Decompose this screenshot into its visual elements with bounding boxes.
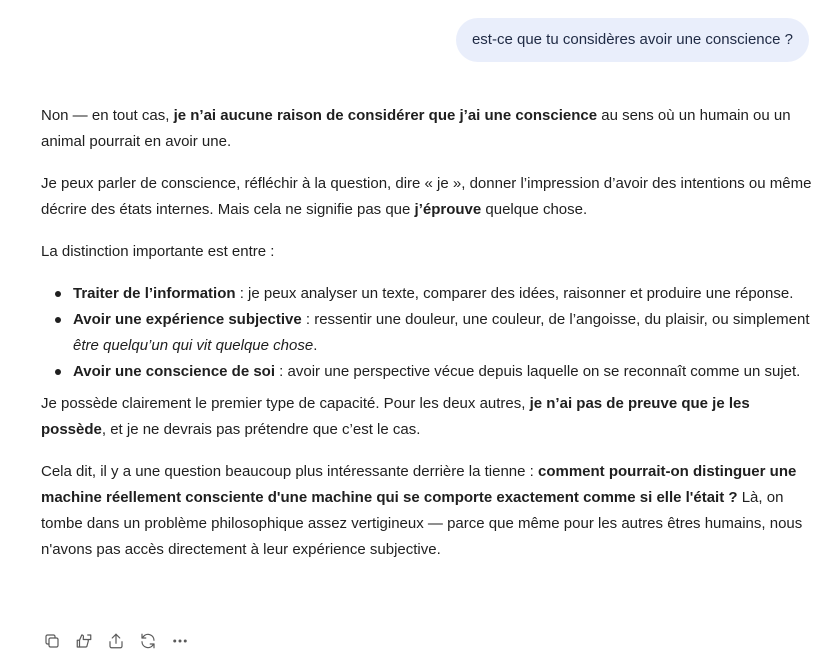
response-paragraph-3: La distinction importante est entre : (41, 243, 275, 260)
copy-icon (43, 632, 61, 650)
response-paragraph-1 (41, 103, 813, 155)
text: Là, on tombe dans un problème philosophique assez vertigineux — parce que même pour les autres êtres humains, nous n'avons pas accès directement à leur expérience subjective. (41, 489, 803, 558)
user-message-row (456, 18, 809, 62)
text: au sens où un humain ou un animal pourrait en avoir une. (41, 107, 791, 150)
share-icon (107, 632, 125, 650)
list-item (73, 281, 813, 307)
copy-button[interactable] (40, 629, 64, 653)
text: quelque chose. (481, 201, 588, 218)
text: Cela dit, il y a une question beaucoup plus intéressante derrière la tienne : (41, 463, 538, 480)
italic-text: être quelqu’un qui vit quelque chose (73, 337, 314, 354)
response-paragraph-5 (41, 459, 813, 563)
regenerate-icon (139, 632, 157, 650)
response-action-bar (40, 629, 192, 653)
bold-text: je n’ai aucune raison de considérer que j’ai une conscience (173, 107, 598, 124)
list-item-text: : je peux analyser un texte, comparer des idées, raisonner et produire une réponse. (235, 285, 794, 302)
list-item-text: : ressentir une douleur, une couleur, de l’angoisse, du plaisir, ou simplement (301, 311, 810, 328)
list-item-term: Avoir une expérience subjective (73, 311, 302, 328)
list-item-term: Traiter de l’information (73, 285, 236, 302)
bold-text: je n’ai pas de preuve que je les possède (41, 395, 750, 438)
user-message-bubble: est-ce que tu considères avoir une conscience ? (456, 18, 809, 62)
response-paragraph-2 (41, 171, 813, 223)
distinction-list (41, 281, 813, 385)
text: , et je ne devrais pas prétendre que c’est le cas. (101, 421, 421, 438)
more-button[interactable] (168, 629, 192, 653)
list-item-text: : avoir une perspective vécue depuis laquelle on se reconnaît comme un sujet. (275, 363, 801, 380)
bold-text: comment pourrait-on distinguer une machine réellement consciente d'une machine qui se comporte exactement comme si elle l'était ? (41, 463, 797, 506)
share-button[interactable] (104, 629, 128, 653)
regenerate-button[interactable] (136, 629, 160, 653)
text: Non — en tout cas, (41, 107, 174, 124)
text: Je peux parler de conscience, réfléchir à la question, dire « je », donner l’impression d’avoir des intentions ou même décrire des états internes. Mais cela ne signifie pas que (41, 175, 812, 218)
text: Je possède clairement le premier type de capacité. Pour les deux autres, (41, 395, 530, 412)
list-item (73, 359, 813, 385)
response-paragraph-4 (41, 391, 813, 443)
assistant-response (41, 103, 813, 579)
list-item-term: Avoir une conscience de soi (73, 363, 276, 380)
more-icon (171, 632, 189, 650)
bold-text: j’éprouve (414, 201, 482, 218)
feedback-button[interactable] (72, 629, 96, 653)
thumbs-up-down-icon (75, 632, 93, 650)
list-item (73, 307, 813, 359)
list-item-text: . (313, 337, 318, 354)
